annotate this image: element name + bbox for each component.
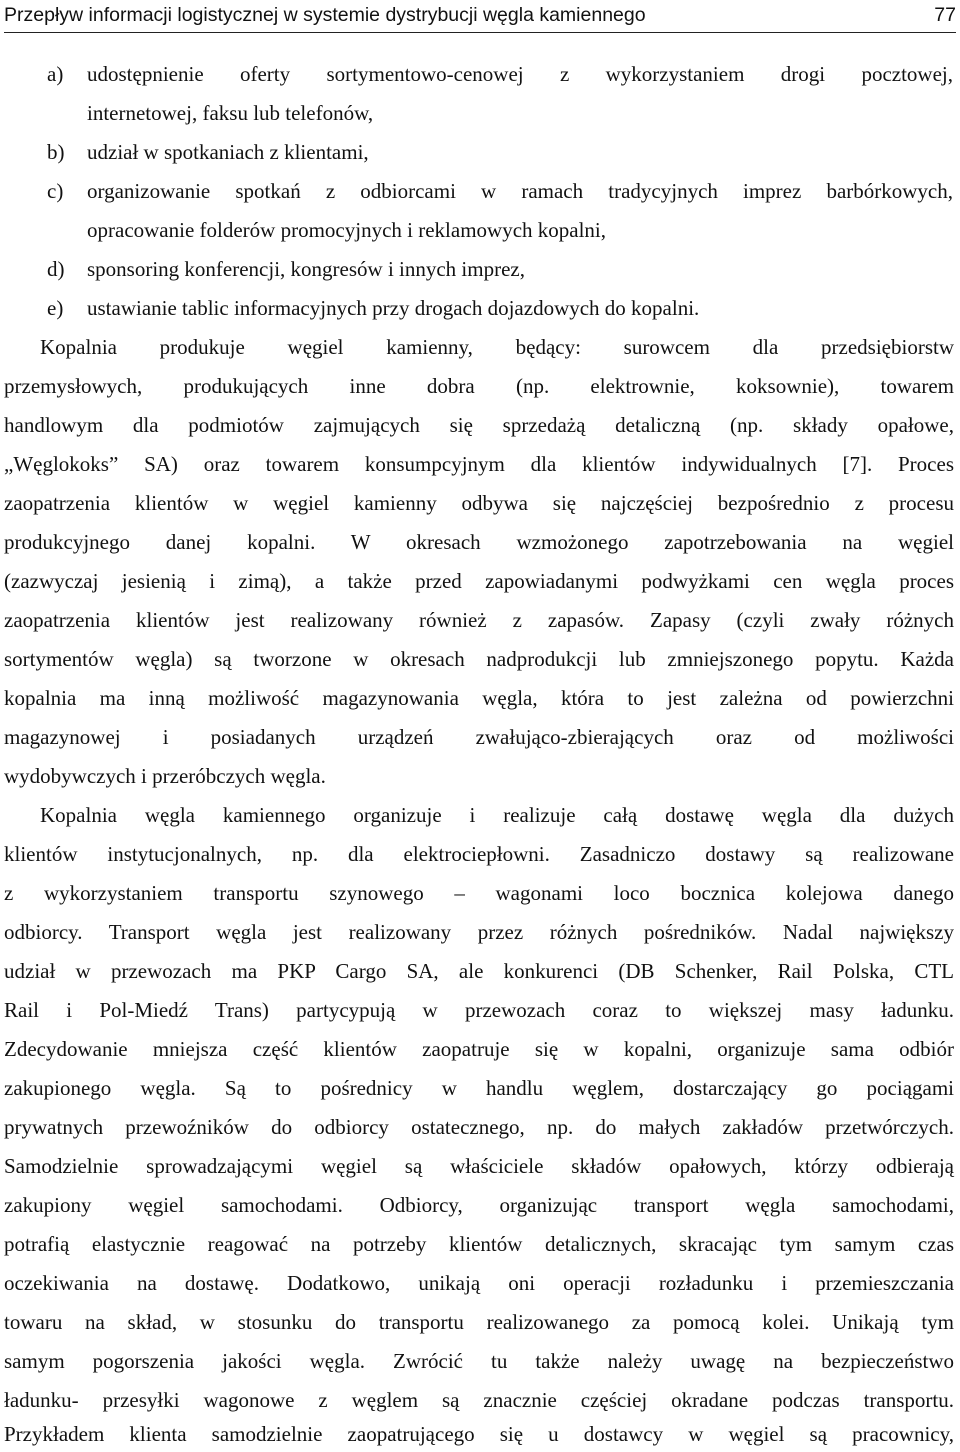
list-marker: d) (47, 257, 65, 281)
paragraph-line: wydobywczych i przeróbczych węgla. (4, 764, 326, 788)
paragraph-line: ładunku- przesyłki wagonowe z węglem są znacznie częściej okradane podczas transportu. (4, 1388, 954, 1412)
list-item-text: organizowanie spotkań z odbiorcami w ramach tradycyjnych imprez barbórkowych, (87, 179, 953, 203)
list-item-text: opracowanie folderów promocyjnych i reklamowych kopalni, (87, 218, 607, 242)
paragraph-line: „Węglokoks” SA) oraz towarem konsumpcyjnym dla klientów indywidualnych [7]. Proces (4, 452, 954, 476)
list-item-text: udostępnienie oferty sortymentowo-cenowej z wykorzystaniem drogi pocztowej, (87, 62, 953, 86)
header-title: Przepływ informacji logistycznej w systemie dystrybucji węgla kamiennego (4, 4, 646, 26)
list-marker: e) (47, 296, 64, 320)
paragraph-line: towaru na skład, w stosunku do transportu realizowanego za pomocą kolei. Unikają tym (4, 1310, 954, 1334)
paragraph-line: produkcyjnego danej kopalni. W okresach wzmożonego zapotrzebowania na węgiel (4, 530, 954, 554)
paragraph-line: potrafią elastycznie reagować na potrzeby klientów detalicznych, skracając tym samym czas (4, 1232, 954, 1256)
list-item-text: ustawianie tablic informacyjnych przy drogach dojazdowych do kopalni. (87, 296, 700, 320)
paragraph-line: odbiorcy. Transport węgla jest realizowany przez różnych pośredników. Nadal największy (4, 920, 954, 944)
paragraph-line: zaopatrzenia klientów w węgiel kamienny odbywa się najczęściej bezpośrednio z procesu (4, 491, 954, 515)
paragraph-line: Przykładem klienta samodzielnie zaopatrującego się u dostawcy w węgiel są pracownicy, (4, 1422, 954, 1446)
paragraph-line: kopalnia ma inną możliwość magazynowania węgla, która to jest zależna od powierzchni (4, 686, 954, 710)
paragraph-line: samym pogorszenia jakości węgla. Zwrócić tu także należy uwagę na bezpieczeństwo (4, 1349, 954, 1373)
paragraph-line: Kopalnia produkuje węgiel kamienny, będący: surowcem dla przedsiębiorstw (40, 335, 954, 359)
paragraph-line: Zdecydowanie mniejsza część klientów zaopatruje się w kopalni, organizuje sama odbiór (4, 1037, 954, 1061)
paragraph-line: sortymentów węgla) są tworzone w okresach nadprodukcji lub zmniejszonego popytu. Każda (4, 647, 954, 671)
paragraph-line: udział w przewozach ma PKP Cargo SA, ale konkurenci (DB Schenker, Rail Polska, CTL (4, 959, 954, 983)
paragraph-line: oczekiwania na dostawę. Dodatkowo, unikają oni operacji rozładunku i przemieszczania (4, 1271, 954, 1295)
paragraph-line: zakupionego węgla. Są to pośrednicy w handlu węglem, dostarczający go pociągami (4, 1076, 954, 1100)
list-marker: b) (47, 140, 65, 164)
list-item-text: udział w spotkaniach z klientami, (87, 140, 369, 164)
paragraph-line: z wykorzystaniem transportu szynowego – wagonami loco bocznica kolejowa danego (4, 881, 954, 905)
paragraph-line: przemysłowych, produkujących inne dobra (np. elektrownie, koksownie), towarem (4, 374, 954, 398)
list-item-text: internetowej, faksu lub telefonów, (87, 101, 374, 125)
paragraph-line: zakupiony węgiel samochodami. Odbiorcy, organizując transport węgla samochodami, (4, 1193, 954, 1217)
paragraph-line: zaopatrzenia klientów jest realizowany również z zapasów. Zapasy (czyli zwały różnych (4, 608, 954, 632)
list-marker: c) (47, 179, 64, 203)
list-marker: a) (47, 62, 64, 86)
paragraph-line: (zazwyczaj jesienią i zimą), a także przed zapowiadanymi podwyżkami cen węgla proces (4, 569, 954, 593)
list-item-text: sponsoring konferencji, kongresów i innych imprez, (87, 257, 525, 281)
page-number: 77 (934, 4, 956, 26)
paragraph-line: magazynowej i posiadanych urządzeń zwałująco-zbierających oraz od możliwości (4, 725, 954, 749)
paragraph-line: Samodzielnie sprowadzającymi węgiel są właściciele składów opałowych, którzy odbierają (4, 1154, 954, 1178)
paragraph-line: Rail i Pol-Miedź Trans) partycypują w przewozach coraz to większej masy ładunku. (4, 998, 954, 1022)
running-header (4, 2, 956, 33)
paragraph-line: klientów instytucjonalnych, np. dla elektrociepłowni. Zasadniczo dostawy są realizowane (4, 842, 954, 866)
paragraph-line: prywatnych przewoźników do odbiorcy ostatecznego, np. do małych zakładów przetwórczych. (4, 1115, 954, 1139)
paragraph-line: handlowym dla podmiotów zajmujących się sprzedażą detaliczną (np. składy opałowe, (4, 413, 954, 437)
paragraph-line: Kopalnia węgla kamiennego organizuje i realizuje całą dostawę węgla dla dużych (40, 803, 954, 827)
